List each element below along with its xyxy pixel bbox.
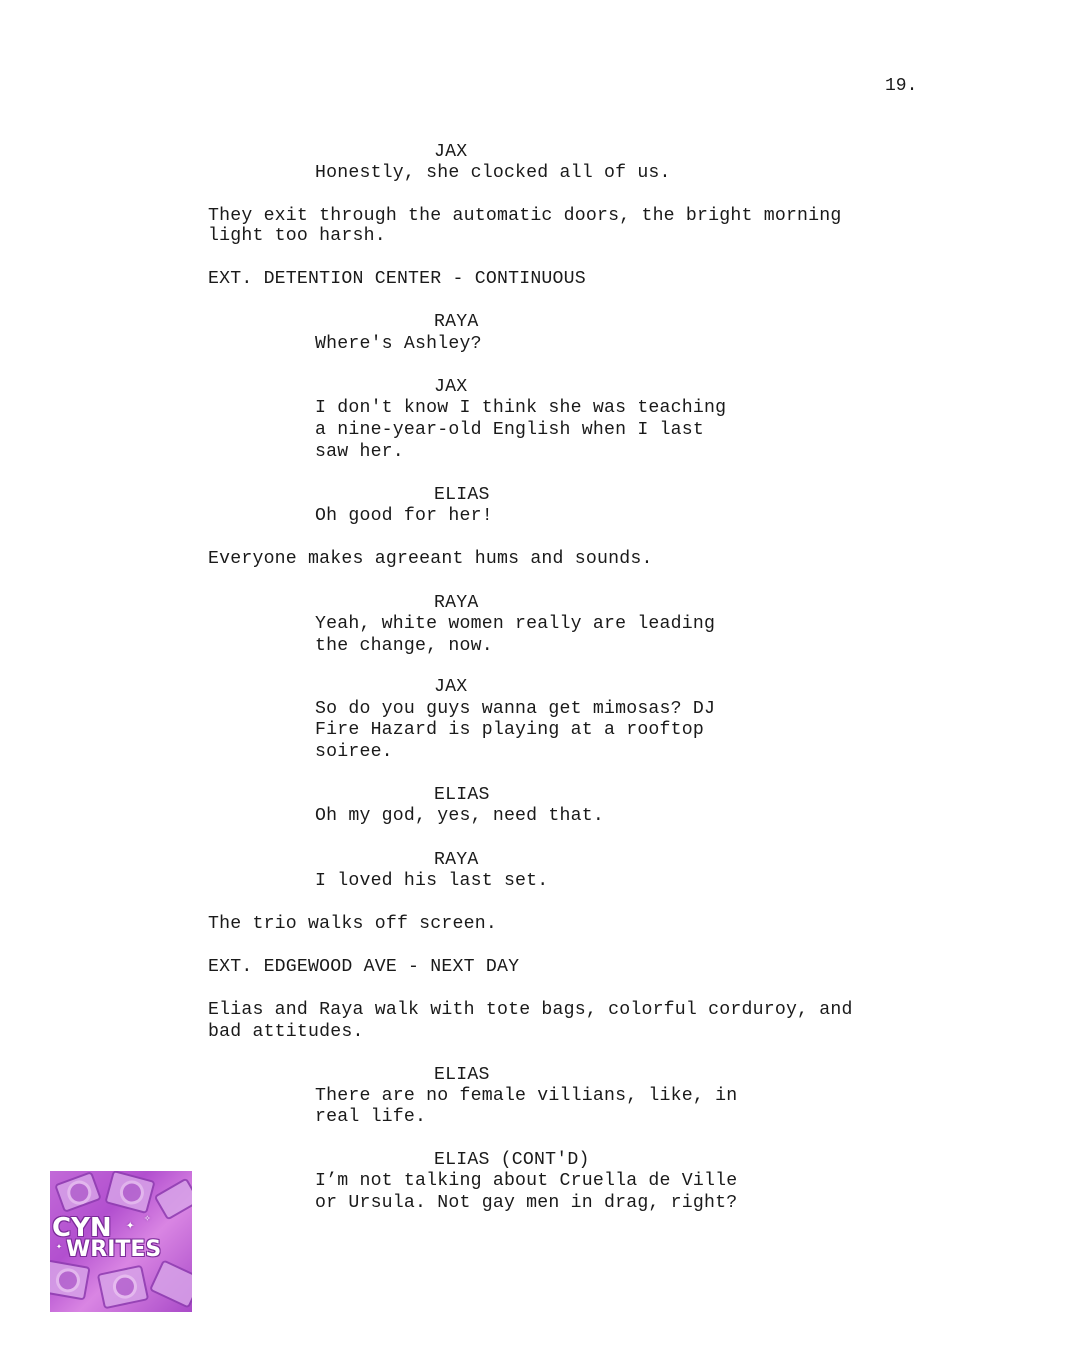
character-name: RAYA bbox=[434, 312, 479, 332]
camera-icon bbox=[50, 1259, 91, 1300]
dialogue-line: Yeah, white women really are leading bbox=[315, 614, 716, 634]
dialogue-line: So do you guys wanna get mimosas? DJ bbox=[315, 699, 716, 719]
action-line: They exit through the automatic doors, the bright morning bbox=[208, 206, 842, 226]
star-icon: ✦ bbox=[56, 1242, 63, 1253]
scene-heading: EXT. EDGEWOOD AVE - NEXT DAY bbox=[208, 957, 520, 977]
cyn-writes-logo bbox=[50, 1171, 192, 1312]
camera-icon bbox=[154, 1177, 192, 1220]
dialogue-line: Honestly, she clocked all of us. bbox=[315, 163, 671, 183]
dialogue-line: a nine-year-old English when I last bbox=[315, 420, 704, 440]
character-name: JAX bbox=[434, 142, 468, 162]
character-name: ELIAS bbox=[434, 1065, 490, 1085]
character-name: ELIAS (CONT'D) bbox=[434, 1150, 590, 1170]
character-name: ELIAS bbox=[434, 485, 490, 505]
camera-icon bbox=[149, 1259, 192, 1308]
action-line: light too harsh. bbox=[208, 226, 386, 246]
dialogue-line: There are no female villians, like, in bbox=[315, 1086, 738, 1106]
dialogue-line: the change, now. bbox=[315, 636, 493, 656]
camera-icon bbox=[54, 1171, 102, 1213]
dialogue-line: saw her. bbox=[315, 442, 404, 462]
character-name: JAX bbox=[434, 677, 468, 697]
action-line: Everyone makes agreeant hums and sounds. bbox=[208, 549, 653, 569]
character-name: RAYA bbox=[434, 850, 479, 870]
action-line: The trio walks off screen. bbox=[208, 914, 497, 934]
logo-text-cyn: CYN bbox=[52, 1213, 112, 1243]
action-line: Elias and Raya walk with tote bags, colorful corduroy, and bbox=[208, 1000, 853, 1020]
character-name: JAX bbox=[434, 377, 468, 397]
action-line: bad attitudes. bbox=[208, 1022, 364, 1042]
star-icon: ✦ bbox=[126, 1218, 135, 1234]
dialogue-line: I’m not talking about Cruella de Ville bbox=[315, 1171, 738, 1191]
dialogue-line: I don't know I think she was teaching bbox=[315, 398, 727, 418]
scene-heading: EXT. DETENTION CENTER - CONTINUOUS bbox=[208, 269, 586, 289]
dialogue-line: Oh good for her! bbox=[315, 506, 493, 526]
camera-icon bbox=[97, 1265, 149, 1310]
dialogue-line: real life. bbox=[315, 1107, 427, 1127]
page-number: 19. bbox=[885, 76, 918, 96]
dialogue-line: soiree. bbox=[315, 742, 393, 762]
dialogue-line: Oh my god, yes, need that. bbox=[315, 806, 604, 826]
character-name: ELIAS bbox=[434, 785, 490, 805]
dialogue-line: I loved his last set. bbox=[315, 871, 549, 891]
logo-text-writes: WRITES bbox=[66, 1237, 162, 1262]
star-icon: ✧ bbox=[144, 1213, 151, 1225]
character-name: RAYA bbox=[434, 593, 479, 613]
dialogue-line: Where's Ashley? bbox=[315, 334, 482, 354]
dialogue-line: Fire Hazard is playing at a rooftop bbox=[315, 720, 704, 740]
dialogue-line: or Ursula. Not gay men in drag, right? bbox=[315, 1193, 738, 1213]
camera-icon bbox=[104, 1171, 155, 1214]
